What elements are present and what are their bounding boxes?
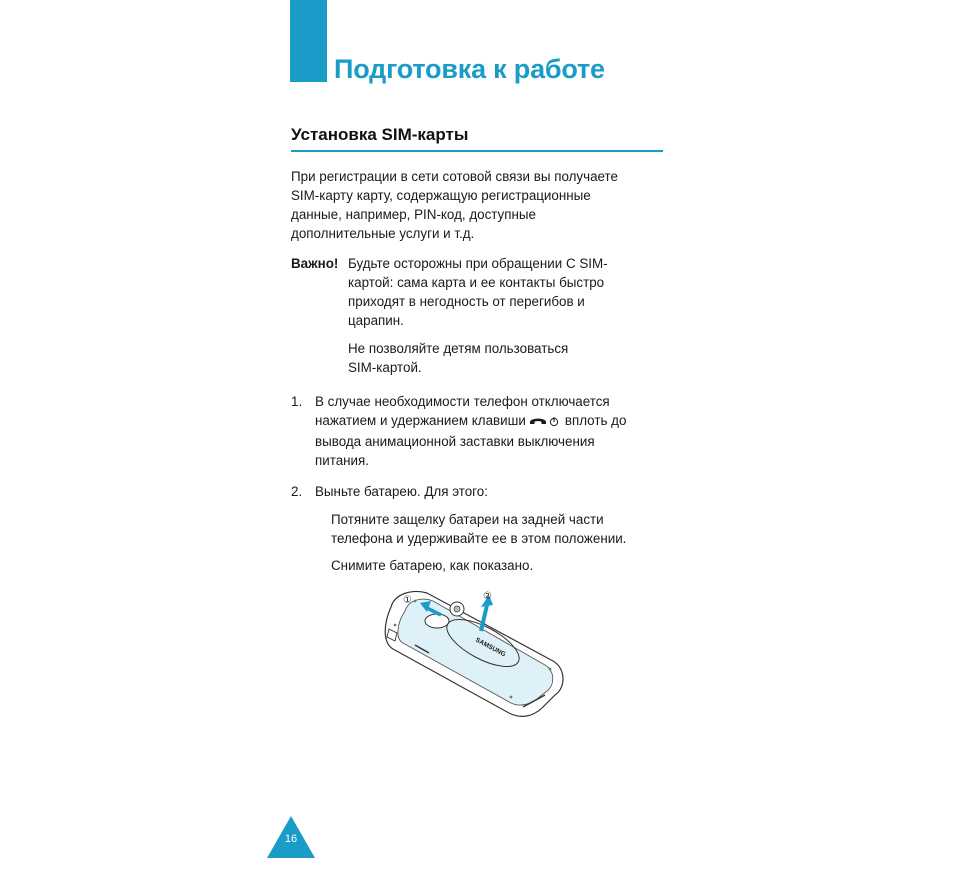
- step-line: [315, 411, 626, 432]
- section-title: Установка SIM-карты: [291, 125, 469, 144]
- note-line: Не позволяйте детям пользоваться: [348, 341, 569, 356]
- power-icon: [549, 413, 559, 432]
- substep-line: телефона и удерживайте ее в этом положении.: [331, 531, 627, 546]
- substep-line: Потяните защелку батареи на задней части: [331, 512, 604, 527]
- substep-line: Снимите батарею, как показано.: [331, 558, 534, 573]
- important-line: картой: сама карта и ее контакты быстро: [348, 275, 605, 290]
- step-line: В случае необходимости телефон отключается: [315, 394, 610, 409]
- section-underline: [291, 150, 663, 152]
- step-number: 2.: [291, 484, 303, 499]
- important-line: Будьте осторожны при обращении С SIM-: [348, 256, 608, 271]
- intro-line: При регистрации в сети сотовой связи вы получаете: [291, 169, 618, 184]
- substep-2: [331, 556, 533, 575]
- step-line-part: нажатием и удержанием клавиши: [315, 413, 526, 428]
- step-line: вывода анимационной заставки выключения: [315, 434, 595, 449]
- important-line: царапин.: [348, 313, 404, 328]
- step-number: 1.: [291, 394, 303, 409]
- step-1-text: [315, 392, 626, 470]
- callout-2: ②: [483, 591, 492, 602]
- intro-line: SIM-карту карту, содержащую регистрационные: [291, 188, 591, 203]
- important-label: Важно!: [291, 256, 339, 271]
- step-line-part: вплоть до: [564, 413, 627, 428]
- intro-paragraph: [291, 167, 618, 243]
- battery-removal-illustration: [375, 585, 570, 720]
- substep-1: [331, 510, 626, 548]
- step-2-text: Выньте батарею. Для этого:: [315, 484, 488, 499]
- important-note: [348, 339, 568, 377]
- phone-end-icon: [529, 413, 547, 432]
- intro-line: данные, например, PIN-код, доступные: [291, 207, 536, 222]
- important-text: [348, 254, 608, 330]
- figure-brand-text: SAMSUNG: [474, 636, 507, 659]
- intro-line: дополнительные услуги и т.д.: [291, 226, 475, 241]
- callout-1: ①: [403, 595, 412, 606]
- note-line: SIM-картой.: [348, 360, 422, 375]
- important-line: приходят в негодность от перегибов и: [348, 294, 585, 309]
- page-number: 16: [284, 833, 298, 845]
- chapter-title: Подготовка к работе: [334, 54, 605, 84]
- step-line: питания.: [315, 453, 370, 468]
- chapter-accent-bar: [290, 0, 327, 82]
